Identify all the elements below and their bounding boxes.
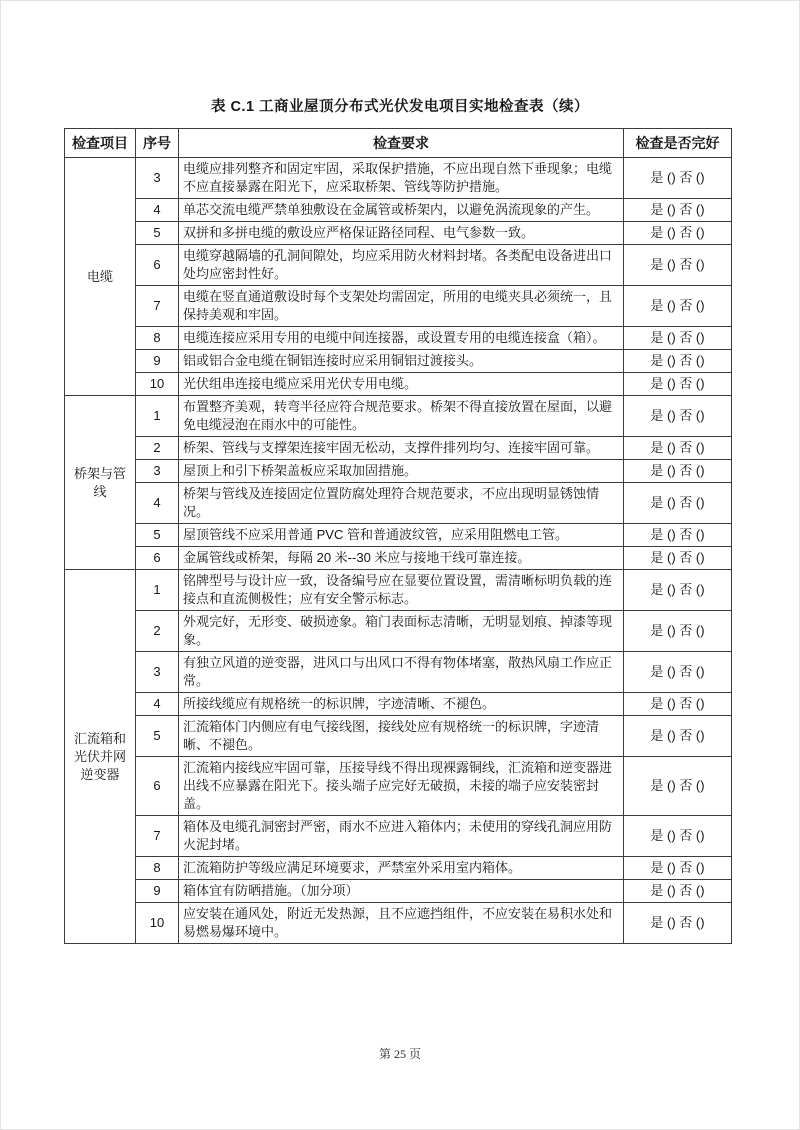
requirement-text: 桥架与管线及连接固定位置防腐处理符合规范要求，不应出现明显锈蚀情况。 [179, 483, 624, 524]
row-number: 9 [136, 350, 179, 373]
requirement-text: 屋顶管线不应采用普通 PVC 管和普通波纹管，应采用阻燃电工管。 [179, 524, 624, 547]
status-yes-no-options: 是 () 否 () [624, 857, 732, 880]
table-row [65, 716, 732, 757]
table-row [65, 652, 732, 693]
table-row [65, 245, 732, 286]
requirement-text: 金属管线或桥架，每隔 20 米--30 米应与接地干线可靠连接。 [179, 547, 624, 570]
requirement-text: 外观完好，无形变、破损迹象。箱门表面标志清晰，无明显划痕、掉漆等现象。 [179, 611, 624, 652]
status-yes-no-options: 是 () 否 () [624, 327, 732, 350]
requirement-text: 屋顶上和引下桥架盖板应采取加固措施。 [179, 460, 624, 483]
table-row [65, 570, 732, 611]
requirement-text: 汇流箱内接线应牢固可靠，压接导线不得出现裸露铜线，汇流箱和逆变器进出线不应暴露在阳光下。接头端子应完好无破损，未接的端子应安装密封盖。 [179, 757, 624, 816]
row-number: 1 [136, 396, 179, 437]
row-number: 3 [136, 158, 179, 199]
table-row [65, 857, 732, 880]
requirement-text: 铭牌型号与设计应一致，设备编号应在显要位置设置，需清晰标明负载的连接点和直流侧极性；应有安全警示标志。 [179, 570, 624, 611]
column-header-status: 检查是否完好 [624, 129, 732, 158]
row-number: 9 [136, 880, 179, 903]
row-number: 10 [136, 373, 179, 396]
status-yes-no-options: 是 () 否 () [624, 903, 732, 944]
status-yes-no-options: 是 () 否 () [624, 350, 732, 373]
table-row [65, 350, 732, 373]
table-row [65, 880, 732, 903]
status-yes-no-options: 是 () 否 () [624, 286, 732, 327]
row-number: 8 [136, 327, 179, 350]
row-number: 10 [136, 903, 179, 944]
table-row [65, 547, 732, 570]
row-number: 3 [136, 460, 179, 483]
group-label: 桥架与管线 [65, 396, 136, 570]
status-yes-no-options: 是 () 否 () [624, 222, 732, 245]
table-row [65, 611, 732, 652]
table-row [65, 483, 732, 524]
status-yes-no-options: 是 () 否 () [624, 611, 732, 652]
status-yes-no-options: 是 () 否 () [624, 716, 732, 757]
table-row [65, 757, 732, 816]
table-row [65, 373, 732, 396]
row-number: 2 [136, 611, 179, 652]
row-number: 6 [136, 547, 179, 570]
table-row [65, 327, 732, 350]
status-yes-no-options: 是 () 否 () [624, 483, 732, 524]
table-row [65, 816, 732, 857]
requirement-text: 应安装在通风处，附近无发热源，且不应遮挡组件，不应安装在易积水处和易燃易爆环境中。 [179, 903, 624, 944]
status-yes-no-options: 是 () 否 () [624, 816, 732, 857]
status-yes-no-options: 是 () 否 () [624, 199, 732, 222]
table-row [65, 903, 732, 944]
status-yes-no-options: 是 () 否 () [624, 570, 732, 611]
table-row [65, 199, 732, 222]
requirement-text: 汇流箱防护等级应满足环境要求，严禁室外采用室内箱体。 [179, 857, 624, 880]
table-row [65, 396, 732, 437]
row-number: 5 [136, 222, 179, 245]
status-yes-no-options: 是 () 否 () [624, 880, 732, 903]
requirement-text: 布置整齐美观，转弯半径应符合规范要求。桥架不得直接放置在屋面，以避免电缆浸泡在雨水中的可能性。 [179, 396, 624, 437]
column-header-number: 序号 [136, 129, 179, 158]
row-number: 6 [136, 757, 179, 816]
status-yes-no-options: 是 () 否 () [624, 158, 732, 199]
requirement-text: 桥架、管线与支撑架连接牢固无松动，支撑件排列均匀、连接牢固可靠。 [179, 437, 624, 460]
row-number: 4 [136, 483, 179, 524]
table-row [65, 437, 732, 460]
group-label: 电缆 [65, 158, 136, 396]
requirement-text: 箱体宜有防晒措施。（加分项） [179, 880, 624, 903]
status-yes-no-options: 是 () 否 () [624, 524, 732, 547]
row-number: 4 [136, 199, 179, 222]
requirement-text: 电缆在竖直通道敷设时每个支架处均需固定，所用的电缆夹具必须统一，且保持美观和牢固。 [179, 286, 624, 327]
table-header-row [65, 129, 732, 158]
requirement-text: 电缆穿越隔墙的孔洞间隙处，均应采用防火材料封堵。各类配电设备进出口处均应密封性好。 [179, 245, 624, 286]
requirement-text: 双拼和多拼电缆的敷设应严格保证路径同程、电气参数一致。 [179, 222, 624, 245]
row-number: 7 [136, 286, 179, 327]
group-label: 汇流箱和光伏并网逆变器 [65, 570, 136, 944]
row-number: 1 [136, 570, 179, 611]
status-yes-no-options: 是 () 否 () [624, 245, 732, 286]
status-yes-no-options: 是 () 否 () [624, 547, 732, 570]
row-number: 5 [136, 716, 179, 757]
status-yes-no-options: 是 () 否 () [624, 757, 732, 816]
table-row [65, 158, 732, 199]
requirement-text: 光伏组串连接电缆应采用光伏专用电缆。 [179, 373, 624, 396]
requirement-text: 所接线缆应有规格统一的标识牌，字迹清晰、不褪色。 [179, 693, 624, 716]
column-header-item: 检查项目 [65, 129, 136, 158]
status-yes-no-options: 是 () 否 () [624, 396, 732, 437]
requirement-text: 电缆连接应采用专用的电缆中间连接器，或设置专用的电缆连接盒（箱）。 [179, 327, 624, 350]
document-title: 表 C.1 工商业屋顶分布式光伏发电项目实地检查表（续） [210, 99, 590, 115]
table-row [65, 222, 732, 245]
row-number: 3 [136, 652, 179, 693]
requirement-text: 铝或铝合金电缆在铜铝连接时应采用铜铝过渡接头。 [179, 350, 624, 373]
requirement-text: 电缆应排列整齐和固定牢固，采取保护措施，不应出现自然下垂现象；电缆不应直接暴露在阳光下，应采取桥架、管线等防护措施。 [179, 158, 624, 199]
row-number: 6 [136, 245, 179, 286]
status-yes-no-options: 是 () 否 () [624, 460, 732, 483]
row-number: 5 [136, 524, 179, 547]
status-yes-no-options: 是 () 否 () [624, 693, 732, 716]
table-row [65, 693, 732, 716]
table-row [65, 524, 732, 547]
requirement-text: 箱体及电缆孔洞密封严密，雨水不应进入箱体内；未使用的穿线孔洞应用防火泥封堵。 [179, 816, 624, 857]
requirement-text: 有独立风道的逆变器，进风口与出风口不得有物体堵塞，散热风扇工作应正常。 [179, 652, 624, 693]
row-number: 2 [136, 437, 179, 460]
inspection-table [64, 128, 732, 944]
column-header-requirement: 检查要求 [179, 129, 624, 158]
status-yes-no-options: 是 () 否 () [624, 652, 732, 693]
page-number: 第 25 页 [378, 1047, 421, 1061]
table-row [65, 460, 732, 483]
row-number: 4 [136, 693, 179, 716]
status-yes-no-options: 是 () 否 () [624, 373, 732, 396]
status-yes-no-options: 是 () 否 () [624, 437, 732, 460]
requirement-text: 汇流箱体门内侧应有电气接线图，接线处应有规格统一的标识牌，字迹清晰、不褪色。 [179, 716, 624, 757]
table-row [65, 286, 732, 327]
row-number: 7 [136, 816, 179, 857]
requirement-text: 单芯交流电缆严禁单独敷设在金属管或桥架内，以避免涡流现象的产生。 [179, 199, 624, 222]
row-number: 8 [136, 857, 179, 880]
table-body [65, 158, 732, 944]
